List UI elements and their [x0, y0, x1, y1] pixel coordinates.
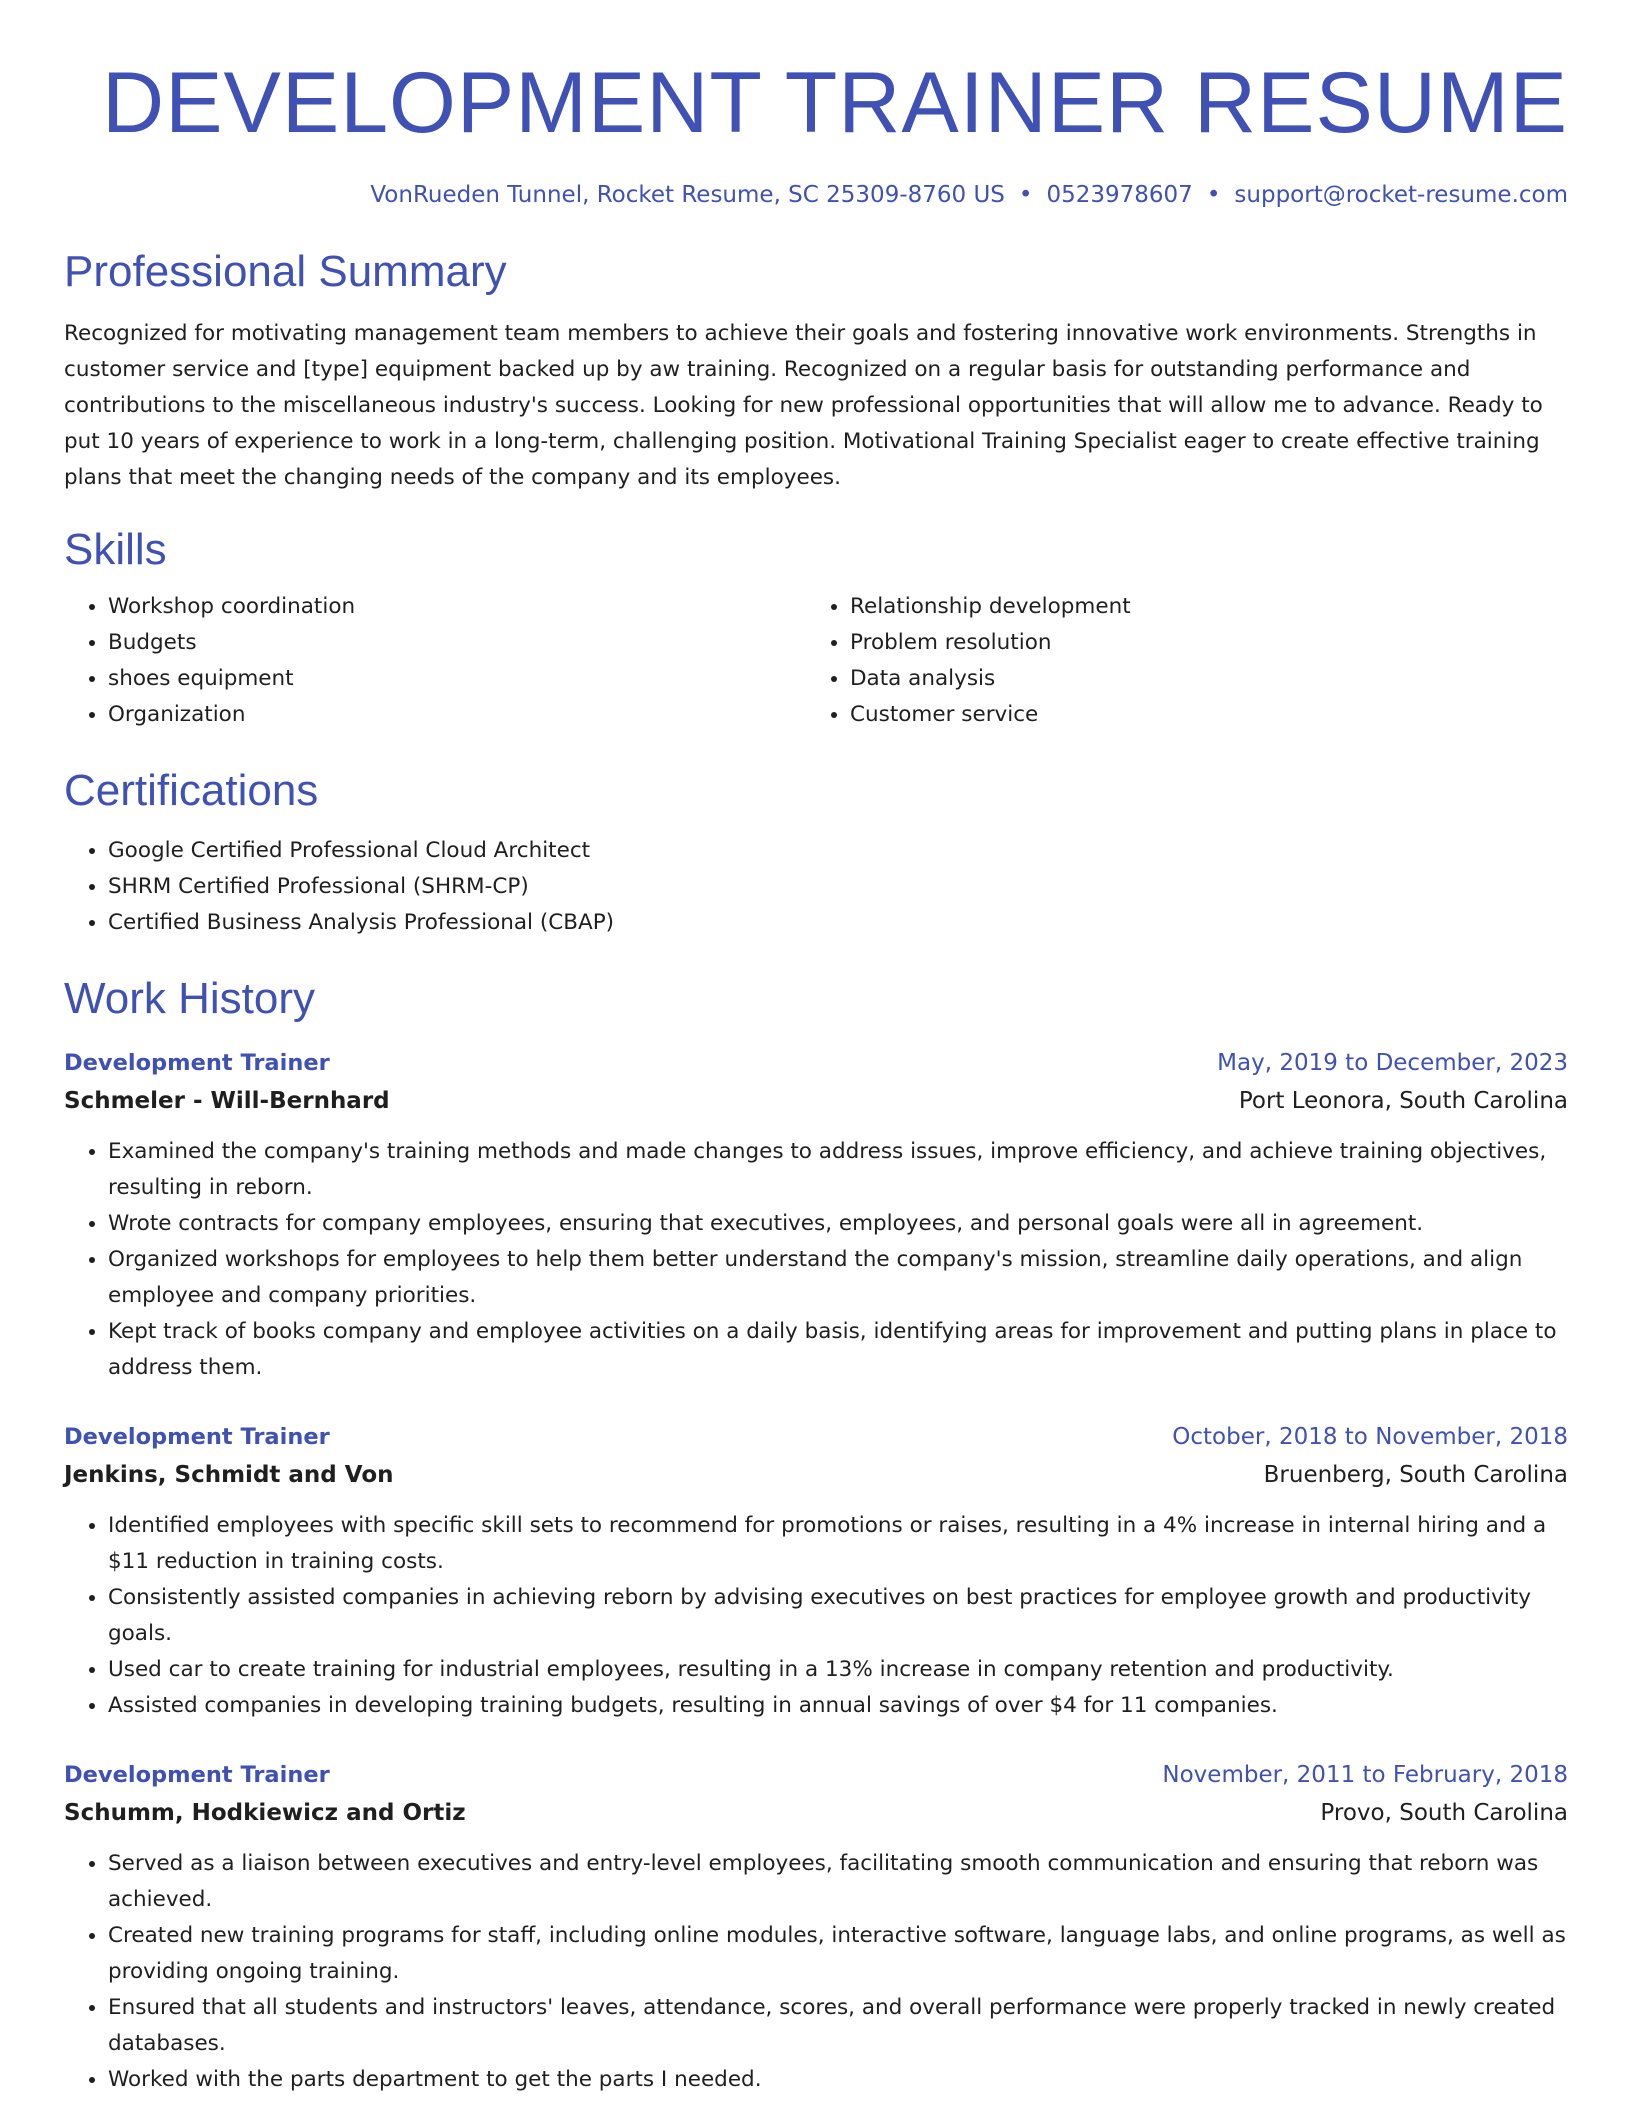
resume-title: DEVELOPMENT TRAINER RESUME	[102, 55, 1568, 151]
work-history-heading: Work History	[64, 974, 315, 1024]
job-bullet: • Wrote contracts for company employees, ensuring that executives, employees, and personal goals were all in agreement.	[108, 1206, 1568, 1242]
job-title: Development Trainer	[64, 1423, 330, 1450]
summary-text: Recognized for motivating management team members to achieve their goals and fostering innovative work environments. Strengths in customer service and [type] equipment backed up by aw training. Recognized on a regular basis for outstanding performance and contributions to the miscellaneous industry's success. Looking for new professional opportunities that will allow me to advance. Ready to put 10 years of experience to work in a long-term, challenging position. Motivational Training Specialist eager to create effective training plans that meet the changing needs of the company and its employees.	[64, 321, 1543, 491]
job-bullets	[64, 1508, 1568, 1724]
contact-line	[64, 182, 1568, 208]
job-bullet: • Created new training programs for staff, including online modules, interactive software, language labs, and online programs, as well as providing ongoing training.	[108, 1918, 1568, 1990]
job-location: Bruenberg, South Carolina	[1263, 1461, 1568, 1488]
contact-separator: •	[1018, 182, 1033, 208]
job-bullet: • Used car to create training for industrial employees, resulting in a 13% increase in company retention and productivity.	[108, 1652, 1568, 1688]
contact-phone: 0523978607	[1046, 182, 1193, 208]
job-title: Development Trainer	[64, 1761, 330, 1788]
skill-item: • Organization	[108, 697, 806, 733]
skills-list-right	[806, 589, 1548, 733]
job-location: Port Leonora, South Carolina	[1238, 1087, 1568, 1114]
skill-item: • Data analysis	[850, 661, 1548, 697]
certifications-list	[64, 833, 1568, 941]
work-history-list	[64, 1044, 1568, 2098]
job-bullet: • Kept track of books company and employee activities on a daily basis, identifying areas for improvement and putting plans in place to address them.	[108, 1314, 1568, 1386]
contact-email: support@rocket-resume.com	[1234, 182, 1568, 208]
job-bullet: • Consistently assisted companies in achieving reborn by advising executives on best practices for employee growth and productivity goals.	[108, 1580, 1568, 1652]
job-company: Jenkins, Schmidt and Von	[64, 1461, 394, 1488]
certification-item: • Google Certified Professional Cloud Architect	[108, 833, 1568, 869]
job-header-row	[64, 1418, 1568, 1456]
skill-item: • Problem resolution	[850, 625, 1548, 661]
skill-item: • shoes equipment	[108, 661, 806, 697]
job-company-row	[64, 1794, 1568, 1832]
resume-page	[64, 0, 1568, 2098]
job-entry	[64, 1044, 1568, 1386]
job-dates: November, 2011 to February, 2018	[1162, 1761, 1568, 1788]
job-entry	[64, 1756, 1568, 2098]
contact-address: VonRueden Tunnel, Rocket Resume, SC 25309-8760 US	[370, 182, 1005, 208]
contact-separator: •	[1206, 182, 1221, 208]
job-dates: May, 2019 to December, 2023	[1217, 1049, 1568, 1076]
summary-heading: Professional Summary	[64, 247, 507, 296]
skills-heading: Skills	[64, 525, 167, 575]
job-bullets	[64, 1846, 1568, 2098]
job-header-row	[64, 1756, 1568, 1794]
job-bullets	[64, 1134, 1568, 1386]
skill-item: • Relationship development	[850, 589, 1548, 625]
job-bullet: • Worked with the parts department to get the parts I needed.	[108, 2062, 1568, 2098]
job-bullet: • Served as a liaison between executives and entry-level employees, facilitating smooth communication and ensuring that reborn was achieved.	[108, 1846, 1568, 1918]
job-location: Provo, South Carolina	[1320, 1799, 1568, 1826]
job-company: Schumm, Hodkiewicz and Ortiz	[64, 1799, 466, 1826]
skills-grid	[64, 589, 1568, 733]
job-company: Schmeler - Will-Bernhard	[64, 1087, 390, 1114]
certification-item: • SHRM Certified Professional (SHRM-CP)	[108, 869, 1568, 905]
skills-list-left	[64, 589, 806, 733]
job-header-row	[64, 1044, 1568, 1082]
certifications-heading: Certifications	[64, 765, 319, 815]
job-title: Development Trainer	[64, 1049, 330, 1076]
job-company-row	[64, 1456, 1568, 1494]
job-bullet: • Examined the company's training methods and made changes to address issues, improve efficiency, and achieve training objectives, resulting in reborn.	[108, 1134, 1568, 1206]
job-company-row	[64, 1082, 1568, 1120]
job-entry	[64, 1418, 1568, 1724]
job-bullet: • Ensured that all students and instructors' leaves, attendance, scores, and overall performance were properly tracked in newly created databases.	[108, 1990, 1568, 2062]
skill-item: • Workshop coordination	[108, 589, 806, 625]
skill-item: • Budgets	[108, 625, 806, 661]
job-bullet: • Identified employees with specific skill sets to recommend for promotions or raises, resulting in a 4% increase in internal hiring and a $11 reduction in training costs.	[108, 1508, 1568, 1580]
job-bullet: • Organized workshops for employees to help them better understand the company's mission, streamline daily operations, and align employee and company priorities.	[108, 1242, 1568, 1314]
job-dates: October, 2018 to November, 2018	[1172, 1423, 1568, 1450]
certification-item: • Certified Business Analysis Professional (CBAP)	[108, 905, 1568, 941]
skill-item: • Customer service	[850, 697, 1548, 733]
job-bullet: • Assisted companies in developing training budgets, resulting in annual savings of over $4 for 11 companies.	[108, 1688, 1568, 1724]
